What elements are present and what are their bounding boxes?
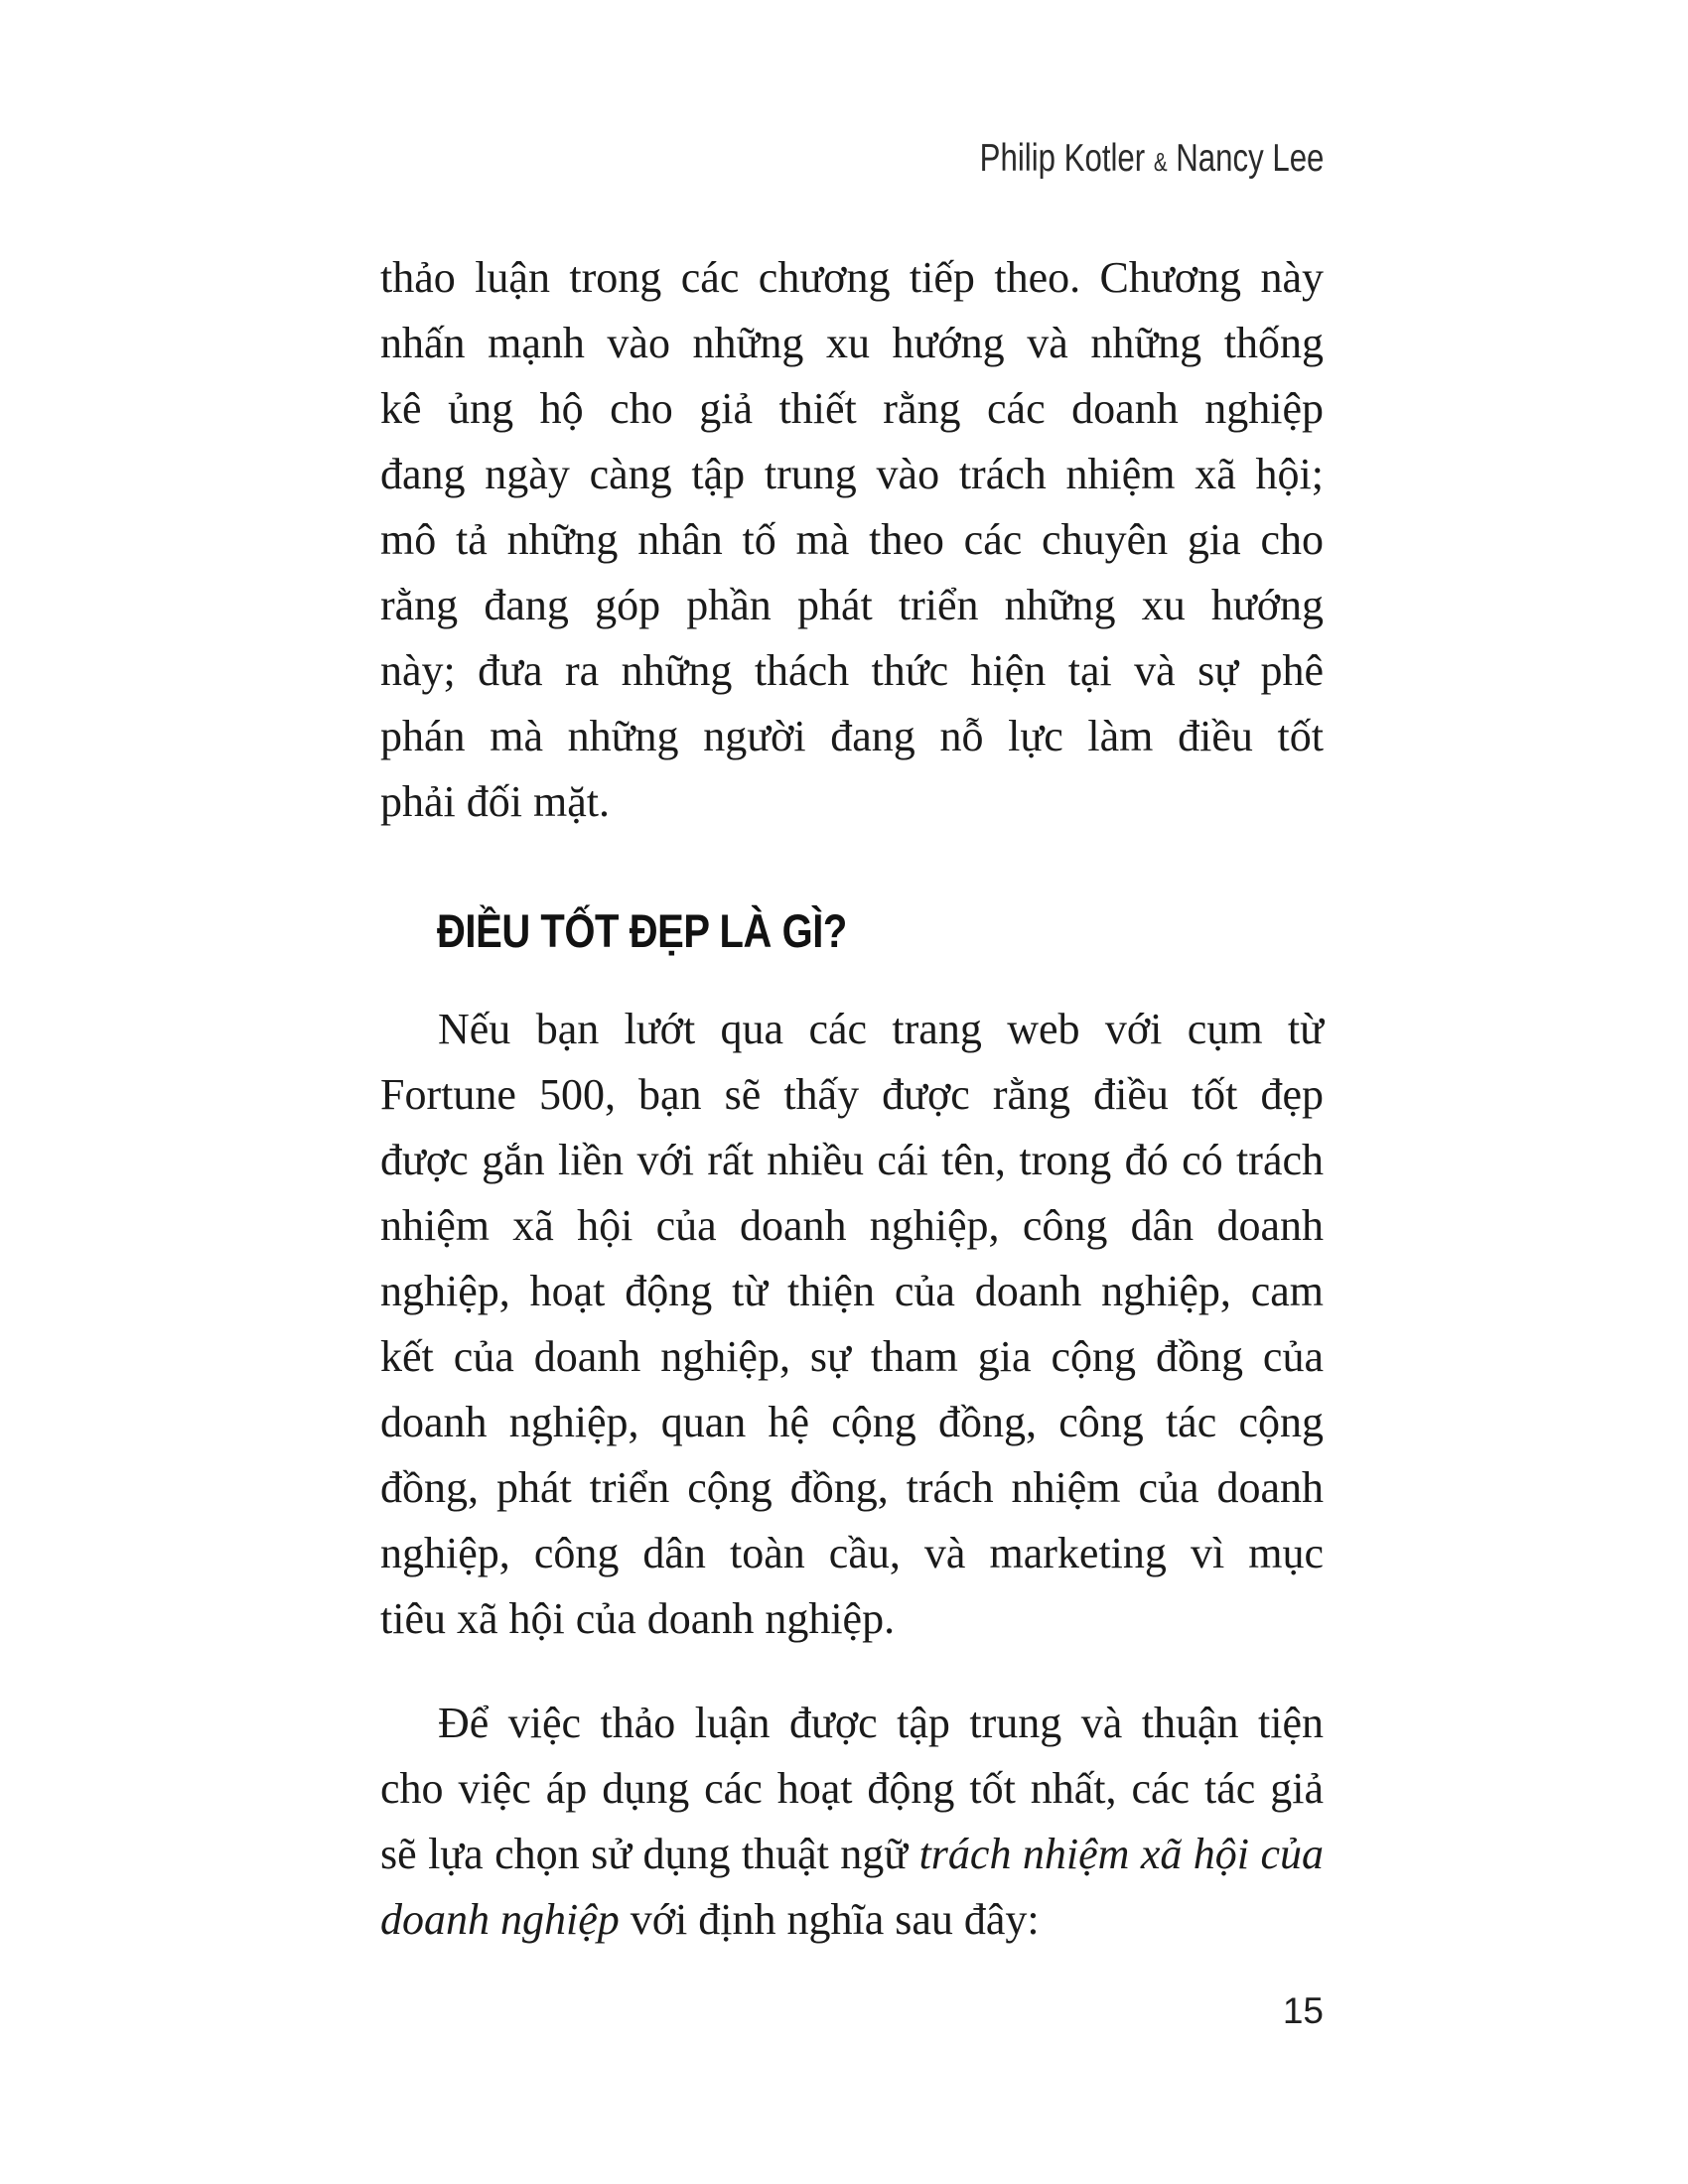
- text-segment: với định nghĩa sau đây:: [619, 1895, 1040, 1944]
- text-line: [380, 1259, 1324, 1324]
- text-line: [380, 1193, 1324, 1259]
- text-segment: trách nhiệm xã hội của: [918, 1830, 1324, 1878]
- text-line: [380, 1756, 1324, 1822]
- text-segment: phải đối mặt.: [380, 777, 610, 826]
- text-line: [380, 638, 1324, 704]
- text-line: [380, 1062, 1324, 1128]
- page-footer: [380, 1989, 1324, 2033]
- text-segment: doanh nghiệp, quan hệ cộng đồng, công tác cộng: [380, 1398, 1324, 1446]
- text-line: [380, 1128, 1324, 1193]
- text-segment: phán mà những người đang nỗ lực làm điều tốt: [380, 712, 1324, 760]
- paragraph-continued: [380, 245, 1324, 835]
- text-segment: đồng, phát triển cộng đồng, trách nhiệm của doanh: [380, 1463, 1324, 1512]
- text-segment: nghiệp, công dân toàn cầu, và marketing vì mục: [380, 1529, 1324, 1577]
- text-segment: Philip Kotler: [979, 137, 1154, 180]
- text-line: [380, 376, 1324, 442]
- text-line: [380, 1521, 1324, 1586]
- section-heading-text: ĐIỀU TỐT ĐẸP LÀ GÌ?: [437, 904, 847, 957]
- text-segment: Nếu bạn lướt qua các trang web với cụm từ: [438, 1005, 1324, 1053]
- text-segment: được gắn liền với rất nhiều cái tên, trong đó có trách: [380, 1136, 1324, 1184]
- text-line: [380, 245, 1324, 311]
- text-line: [380, 1586, 1324, 1652]
- running-header: [380, 135, 1324, 187]
- text-segment: Fortune 500, bạn sẽ thấy được rằng điều tốt đẹp: [380, 1070, 1324, 1119]
- text-line: [380, 1455, 1324, 1521]
- text-segment: rằng đang góp phần phát triển những xu hướng: [380, 581, 1324, 629]
- text-line: [380, 1390, 1324, 1455]
- text-segment: kết của doanh nghiệp, sự tham gia cộng đồng của: [380, 1332, 1324, 1381]
- text-segment: sẽ lựa chọn sử dụng thuật ngữ: [380, 1830, 919, 1878]
- text-segment: &: [1153, 149, 1168, 177]
- author-names: [979, 135, 1324, 187]
- text-segment: Để việc thảo luận được tập trung và thuận tiện: [438, 1699, 1324, 1747]
- text-segment: cho việc áp dụng các hoạt động tốt nhất, các tác giả: [380, 1764, 1324, 1813]
- text-line: [380, 1691, 1324, 1756]
- text-line: [380, 997, 1324, 1062]
- text-line: [380, 1887, 1324, 1953]
- paragraph-term-definition: [380, 1691, 1324, 1953]
- text-segment: thảo luận trong các chương tiếp theo. Chương này: [380, 253, 1324, 302]
- text-line: [380, 769, 1324, 835]
- text-segment: doanh nghiệp: [380, 1895, 620, 1944]
- text-segment: kê ủng hộ cho giả thiết rằng các doanh nghiệp: [380, 384, 1324, 433]
- text-segment: nghiệp, hoạt động từ thiện của doanh nghiệp, cam: [380, 1267, 1324, 1315]
- text-line: [380, 1324, 1324, 1390]
- text-line: [380, 704, 1324, 769]
- text-segment: tiêu xã hội của doanh nghiệp.: [380, 1594, 896, 1643]
- text-segment: nhiệm xã hội của doanh nghiệp, công dân doanh: [380, 1201, 1324, 1250]
- text-line: [380, 507, 1324, 573]
- section-heading: [380, 898, 1380, 964]
- text-line: [380, 1822, 1324, 1887]
- text-segment: mô tả những nhân tố mà theo các chuyên gia cho: [380, 515, 1324, 564]
- text-segment: nhấn mạnh vào những xu hướng và những thống: [380, 319, 1324, 367]
- text-line: [380, 311, 1324, 376]
- page-number: 15: [1282, 1990, 1324, 2031]
- text-segment: này; đưa ra những thách thức hiện tại và sự phê: [380, 646, 1324, 695]
- text-segment: Nancy Lee: [1167, 137, 1324, 180]
- text-segment: đang ngày càng tập trung vào trách nhiệm xã hội;: [380, 450, 1324, 498]
- text-line: [380, 573, 1324, 638]
- paragraph-what-is-good: [380, 997, 1324, 1652]
- text-line: [380, 442, 1324, 507]
